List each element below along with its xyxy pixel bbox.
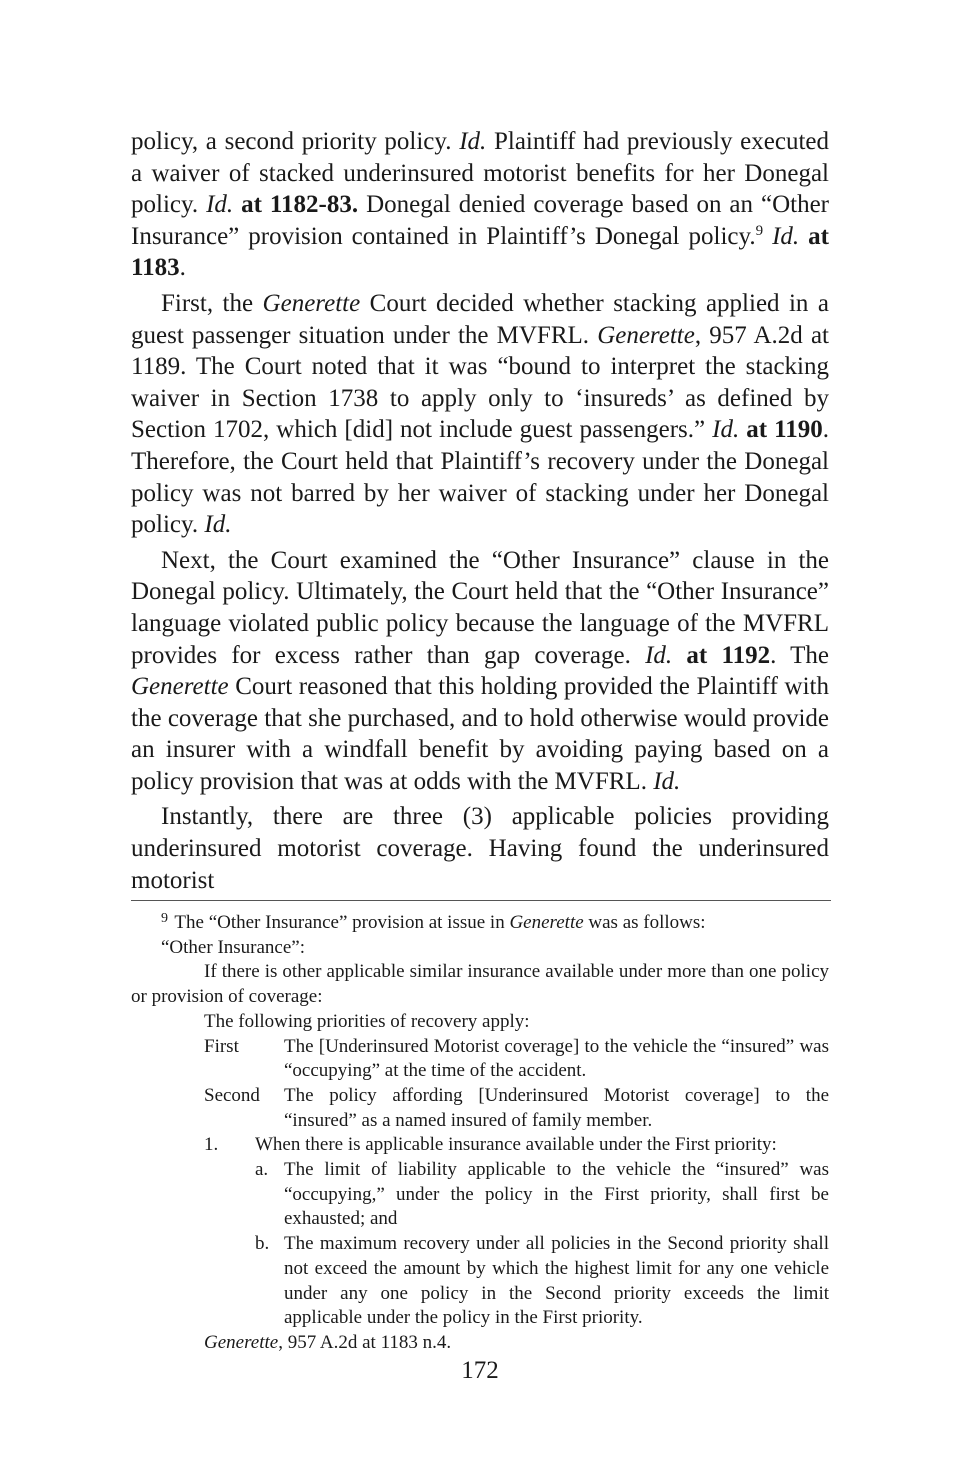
main-text (131, 126, 829, 900)
text-span: was as follows: (583, 912, 706, 933)
text-span: Donegal denied coverage based on an “Other Insurance” provision contained in Plaintiff’s Donegal policy. (131, 191, 829, 250)
text-span: The “Other Insurance” provision at issue in (170, 912, 510, 933)
citation-italic: Id. (206, 191, 234, 219)
paragraph-3 (131, 545, 829, 798)
case-name-italic: Generette (262, 289, 361, 317)
citation-bold: at 1182-83. (233, 191, 359, 219)
footnote-citation (131, 1331, 829, 1356)
page-number: 172 (461, 1357, 499, 1384)
footnote-number: 9 (161, 911, 168, 926)
text-span: . The (770, 641, 829, 669)
sub-item-text: The maximum recovery under all policies in the Second priority shall not exceed the amount by which the highest limit for any one vehicle under any one policy in the Second priority exceeds the limit applicable under the policy in the First priority. (284, 1233, 829, 1329)
priority-label: Second (204, 1084, 260, 1106)
text-span: Plaintiff had previously executed a waiver of stacked underinsured motorist benefits for her Donegal policy. (131, 128, 830, 219)
priority-label: First (204, 1035, 239, 1057)
footnote-intro (131, 911, 829, 936)
text-span: . Therefore, the Court held that Plaintiff’s recovery under the Donegal policy was not barred by her waiver of stacking under her Donegal policy. (131, 416, 829, 539)
text-span: First, the (161, 289, 263, 317)
paragraph-1 (131, 126, 829, 284)
footnote-para-2: The following priorities of recovery apply: (204, 1010, 530, 1032)
footnote-9 (131, 911, 829, 1356)
citation-bold: at 1183 (131, 222, 830, 282)
footnote-ref[interactable]: 9 (755, 222, 764, 239)
case-name-italic: Generette (509, 912, 584, 933)
text-span: . (179, 254, 186, 282)
priority-text: The policy affording [Underinsured Motorist coverage] to the “insured” as a named insured of family member. (284, 1084, 829, 1131)
item-text: When there is applicable insurance available under the First priority: (255, 1134, 777, 1156)
citation-italic: Id. (653, 767, 681, 795)
sub-item-b (131, 1232, 829, 1331)
citation-italic: Id. (772, 222, 800, 250)
priority-second (131, 1084, 829, 1133)
sub-item-text: The limit of liability applicable to the vehicle the “insured” was “occupying,” under the policy in the First priority, shall first be exhausted; and (284, 1159, 829, 1230)
footnote-divider (131, 900, 831, 901)
priority-text: The [Underinsured Motorist coverage] to the vehicle the “insured” was “occupying” at the time of the accident. (284, 1035, 829, 1082)
item-label: 1. (204, 1134, 219, 1156)
text-span: Next, the Court examined the “Other Insurance” clause in the Donegal policy. Ultimately, the Court held that the “Other Insurance” language violated public policy because the language of the MVFRL provides for excess rather than gap coverage. (131, 546, 829, 669)
text-span: Court reasoned that this holding provided the Plaintiff with the coverage that she purchased, and to hold otherwise would provide an insurer with a windfall benefit by avoiding paying based on a policy provision that was at odds with the MVFRL. (131, 673, 829, 795)
text-span: , 957 A.2d at 1183 n.4. (278, 1331, 452, 1353)
paragraph-4: Instantly, there are three (3) applicable policies providing underinsured motorist coverage. Having found the underinsured motorist (131, 803, 829, 894)
case-name-italic: Generette (204, 1331, 279, 1353)
citation-italic: Id. (645, 641, 673, 669)
priority-first (131, 1035, 829, 1084)
text-span: policy, a second priority policy. (131, 128, 460, 155)
text-span: Court decided whether stacking applied in a guest passenger situation under the MVFRL. (131, 289, 829, 349)
citation-bold: at 1190 (739, 416, 823, 444)
citation-italic: Id. (459, 128, 487, 155)
citation-bold: at 1192 (672, 641, 771, 669)
sub-item-label: a. (255, 1159, 269, 1181)
case-name-italic: Generette (131, 673, 229, 701)
sub-item-a (131, 1158, 829, 1232)
text-span (763, 223, 772, 250)
citation-italic: Id. (204, 511, 232, 539)
numbered-item-1 (131, 1133, 829, 1158)
citation-italic: Id. (712, 416, 740, 444)
footnote-para-1: If there is other applicable similar insurance available under more than one policy or provision of coverage: (131, 961, 829, 1008)
text-span: , 957 A.2d at 1189. The Court noted that it was “bound to interpret the stacking waiver in Section 1738 to apply only to ‘insureds’ as defined by Section 1702, which [did] not include guest passengers.” (131, 321, 829, 444)
case-name-italic: Generette (597, 321, 695, 349)
sub-item-label: b. (255, 1233, 270, 1255)
paragraph-2 (131, 288, 829, 541)
footnote-heading: “Other Insurance”: (161, 936, 306, 958)
